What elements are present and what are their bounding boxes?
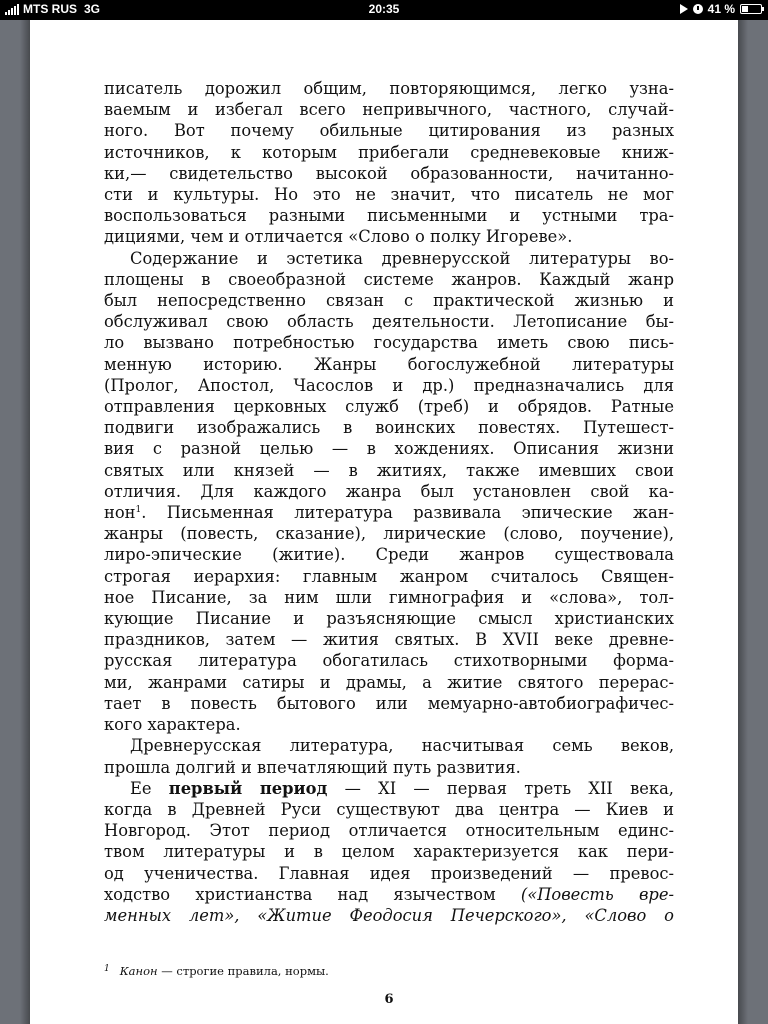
footnote-text: — строгие правила, нормы. — [161, 964, 329, 978]
paragraph — [104, 735, 674, 777]
text-line: ки,— свидетельство высокой образованности, начитанно- — [104, 163, 674, 183]
text-line: сти и культуры. Но это не значит, что писатель не мог — [104, 185, 674, 205]
footnote — [104, 964, 674, 978]
network-type: 3G — [84, 2, 101, 16]
page-number: 6 — [384, 992, 394, 1007]
carrier-name: MTS RUS — [23, 2, 77, 16]
bold-term: первый период — [168, 778, 328, 798]
text-line: когда в Древней Руси существуют два центра — Киев и — [104, 799, 674, 819]
text-line: ное Писание, за ним шли гимнография и «слова», тол- — [104, 587, 674, 607]
text-line: прошла долгий и впечатляющий путь развития. — [104, 757, 521, 777]
italic-title: менных лет», «Житие Феодосия Печерского», «Слово о — [104, 905, 674, 925]
page-edge-left — [20, 20, 30, 1024]
text-line: был непосредственно связан с практической жизнью и — [104, 291, 674, 311]
text-line: ми, жанрами сатиры и драмы, а житие святого перерас- — [104, 672, 674, 692]
text-fragment: — XI — первая треть XII века, — [344, 778, 674, 798]
text-line: кого характера. — [104, 715, 241, 735]
text-line: Новгород. Этот период отличается относительным единс- — [104, 821, 674, 841]
page-edge-right — [738, 20, 748, 1024]
text-line: твом литературы и в целом характеризуется как пери- — [104, 842, 674, 862]
text-line-with-footnote — [104, 502, 674, 523]
text-line: площены в своеобразной системе жанров. Каждый жанр — [104, 269, 674, 289]
text-fragment: ходство христианства над язычеством — [104, 884, 496, 904]
text-line: обслуживал свою область деятельности. Летописание бы- — [104, 312, 674, 332]
text-line: дициями, чем и отличается «Слово о полку Игореве». — [104, 227, 573, 247]
text-line: ваемым и избегал всего непривычного, частного, случай- — [104, 100, 674, 120]
text-line — [104, 905, 674, 926]
text-line: Древнерусская литература, насчитывая семь веков, — [130, 736, 674, 756]
text-line: источников, к которым прибегали средневековые книж- — [104, 142, 674, 162]
text-line: лиро-эпические (житие). Среди жанров существовала — [104, 545, 674, 565]
paragraph — [104, 778, 674, 926]
text-line: праздников, затем — жития святых. В XVII веке древне- — [104, 630, 674, 650]
text-fragment: Ее — [130, 778, 152, 798]
text-line: тает в повесть бытового или мемуарно-автобиографичес- — [104, 693, 674, 713]
rotation-lock-icon — [693, 4, 703, 14]
status-right — [680, 2, 762, 16]
book-page[interactable] — [30, 20, 738, 1024]
text-fragment: . Письменная литература развивала эпические жан- — [141, 503, 674, 523]
footnote-mark: 1 — [104, 964, 110, 974]
italic-title: («Повесть вре- — [520, 884, 674, 904]
text-line: подвиги изображались в воинских повестях. Путешест- — [104, 418, 674, 438]
text-line — [104, 884, 674, 905]
page-text — [104, 78, 674, 926]
footnote-reference[interactable]: 1 — [135, 505, 142, 516]
text-line: вия с разной целью — в хождениях. Описания жизни — [104, 439, 674, 459]
battery-fill — [742, 6, 748, 12]
text-line: менную историю. Жанры богослужебной литературы — [104, 354, 674, 374]
footnote-term: Канон — [119, 964, 158, 978]
paragraph — [104, 78, 674, 248]
battery-icon — [740, 4, 762, 14]
text-line: русская литература обогатилась стихотворными форма- — [104, 651, 674, 671]
text-line: святых или князей — в житиях, также имевших свои — [104, 460, 674, 480]
text-line: кующие Писание и разъясняющие смысл христианских — [104, 609, 674, 629]
text-line: од ученичества. Главная идея произведений — превос- — [104, 863, 674, 883]
text-line: писатель дорожил общим, повторяющимся, легко узна- — [104, 79, 674, 98]
clock: 20:35 — [368, 2, 400, 16]
text-fragment: нон — [104, 503, 136, 523]
text-line: ло вызвано потребностью государства иметь свою пись- — [104, 333, 674, 353]
play-icon — [680, 4, 688, 14]
text-line: строгая иерархия: главным жанром считалось Священ- — [104, 566, 674, 586]
text-line: (Пролог, Апостол, Часослов и др.) предназначались для — [104, 375, 674, 395]
text-line: Содержание и эстетика древнерусской литературы во- — [130, 248, 674, 268]
text-line: отличия. Для каждого жанра был установлен свой ка- — [104, 481, 674, 501]
paragraph — [104, 248, 674, 736]
battery-percent: 41 % — [707, 2, 735, 16]
text-line: ного. Вот почему обильные цитирования из разных — [104, 121, 674, 141]
text-line: жанры (повесть, сказание), лирические (слово, поучение), — [104, 524, 674, 544]
status-bar — [0, 0, 768, 20]
text-line: воспользоваться разными письменными и устными тра- — [104, 206, 674, 226]
text-line — [104, 778, 674, 799]
text-line: отправления церковных служб (треб) и обрядов. Ратные — [104, 397, 674, 417]
